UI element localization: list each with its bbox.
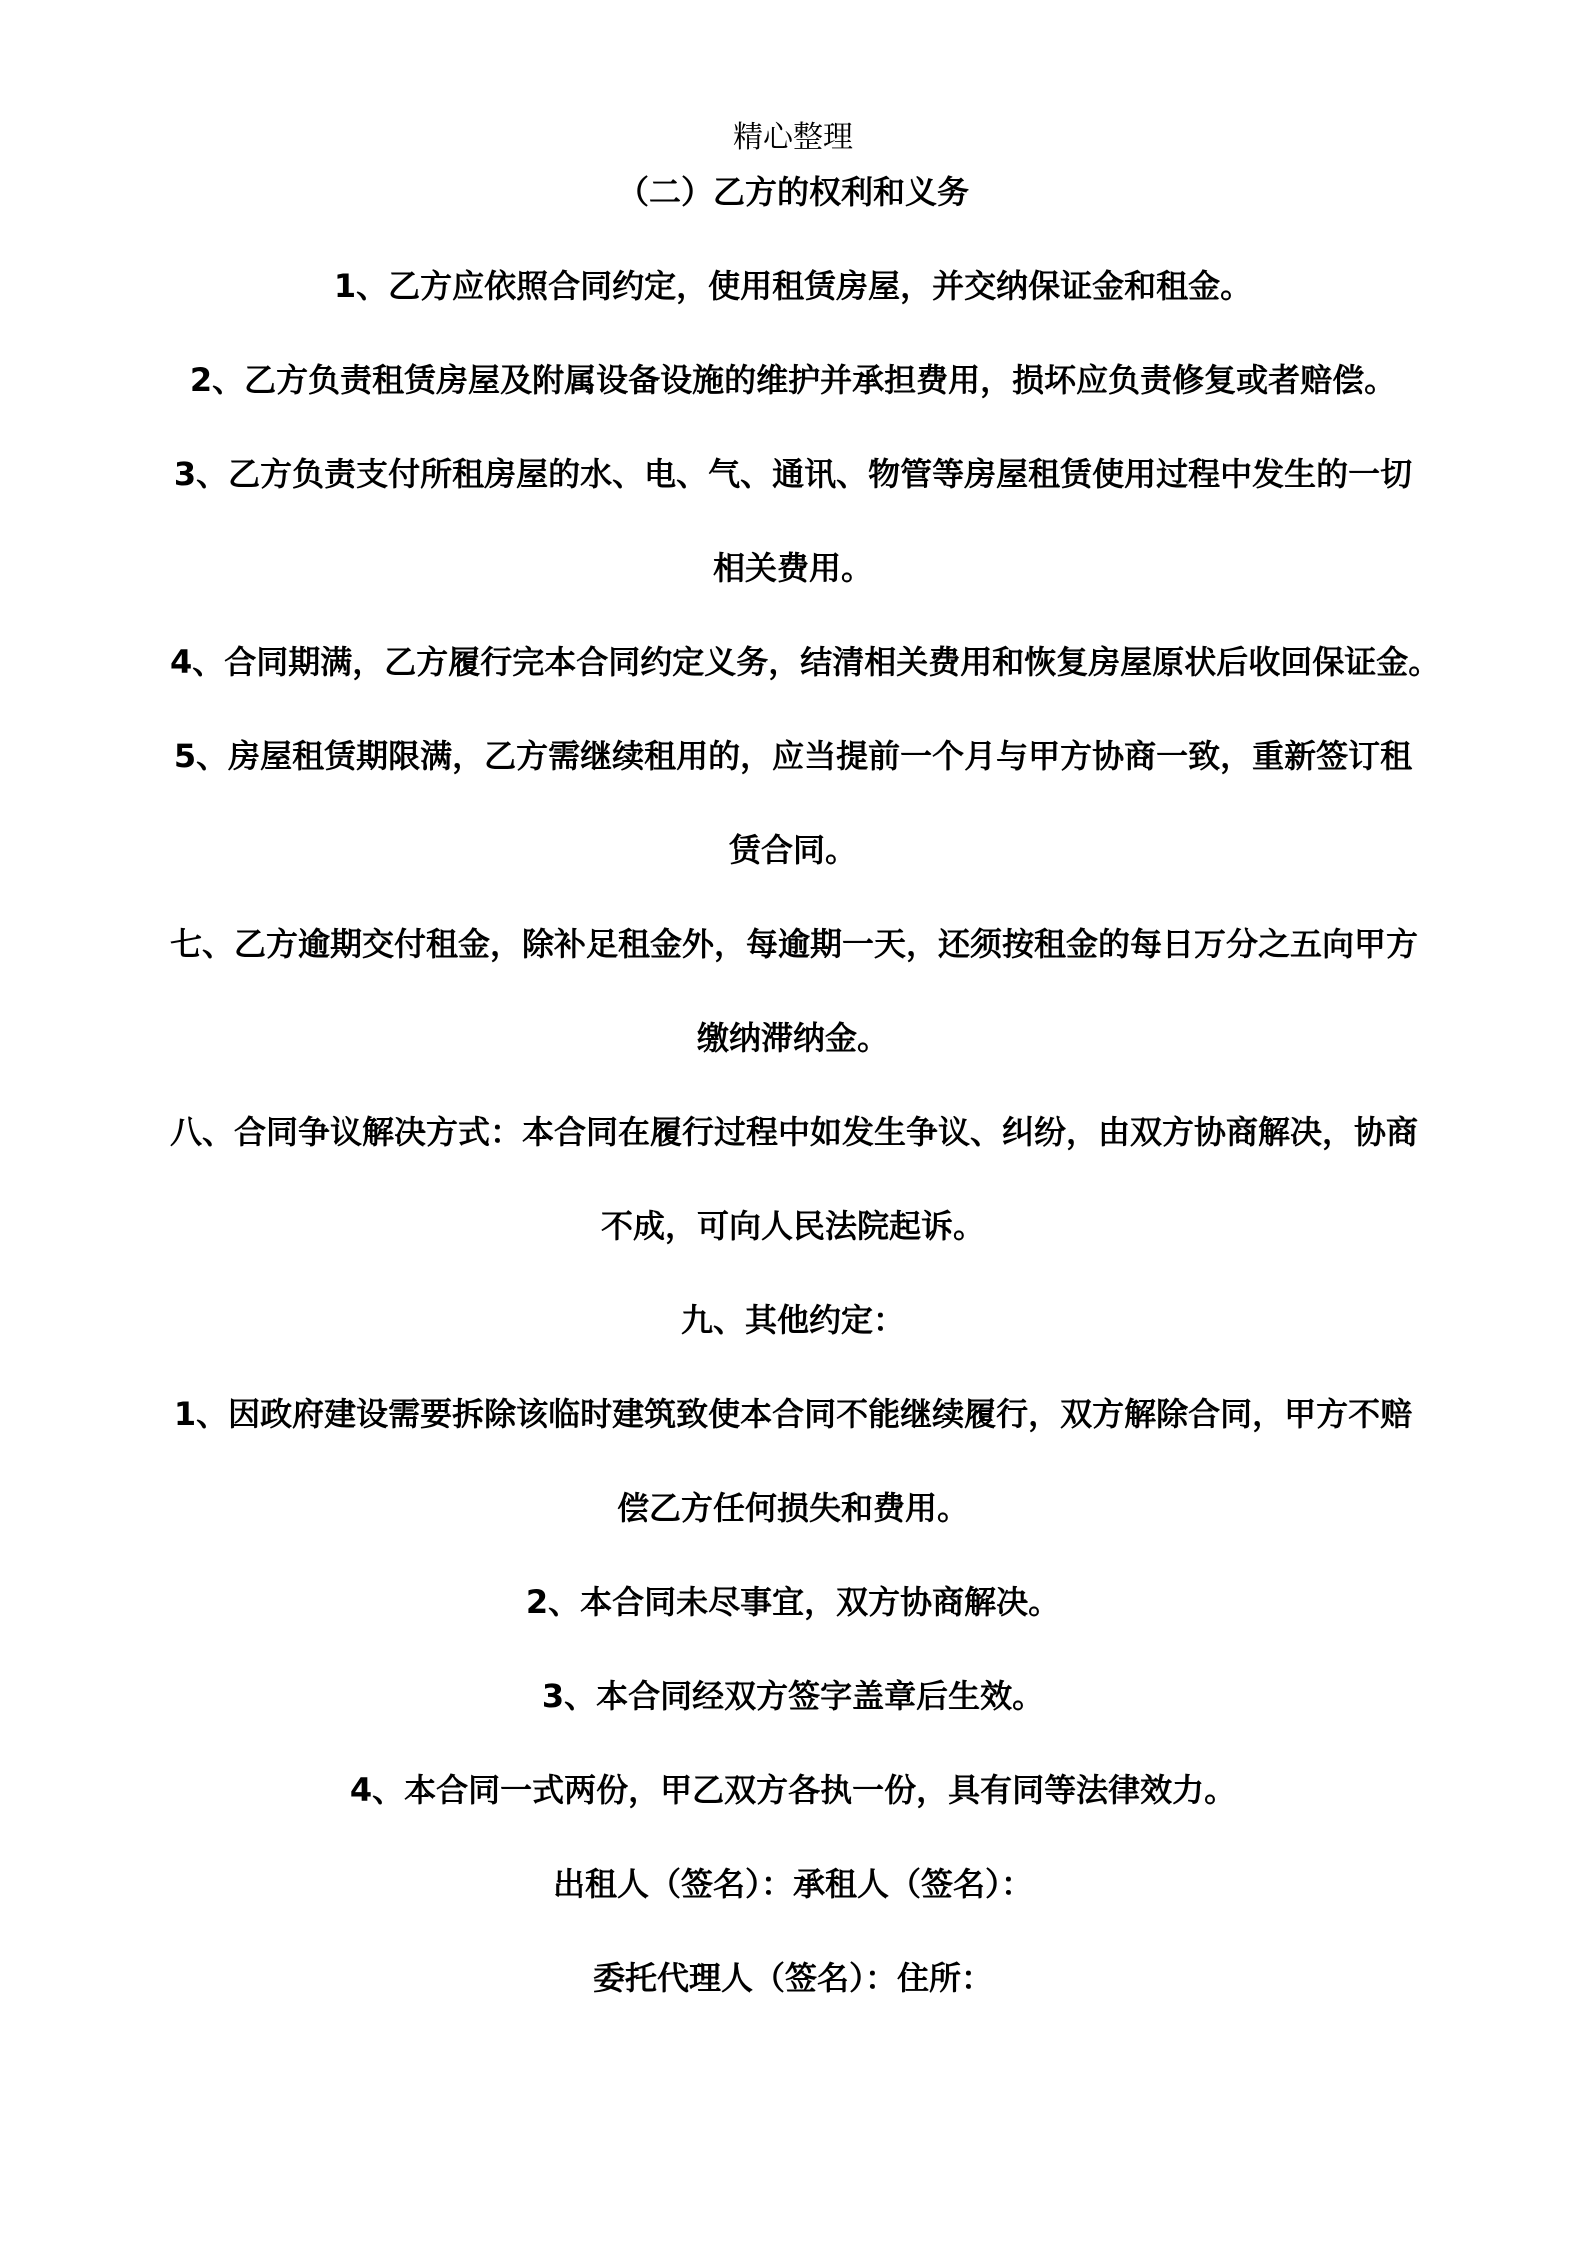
clause-line: 相关费用。 [712, 549, 873, 587]
clause-line: 赁合同。 [728, 831, 857, 869]
clause-line: 七、乙方逾期交付租金，除补足租金外，每逾期一天，还须按租金的每日万分之五向甲方 [170, 925, 1419, 963]
header-note: 精心整理 [733, 120, 853, 155]
clause-line: 3、乙方负责支付所租房屋的水、电、气、通讯、物管等房屋租赁使用过程中发生的一切 [173, 455, 1413, 493]
signature-line-agent: 委托代理人（签名）：住所： [592, 1959, 993, 1997]
clause-line: 偿乙方任何损失和费用。 [616, 1489, 969, 1527]
clause-line: 八、合同争议解决方式：本合同在履行过程中如发生争议、纠纷，由双方协商解决，协商 [170, 1113, 1419, 1151]
clause-line: 4、本合同一式两份，甲乙双方各执一份，具有同等法律效力。 [349, 1771, 1237, 1809]
clause-line: 1、乙方应依照合同约定，使用租赁房屋，并交纳保证金和租金。 [333, 267, 1253, 305]
clause-line: 3、本合同经双方签字盖章后生效。 [541, 1677, 1045, 1715]
section-heading-other: 九、其他约定： [680, 1301, 905, 1339]
clause-line: 4、合同期满，乙方履行完本合同约定义务，结清相关费用和恢复房屋原状后收回保证金。 [170, 643, 1441, 681]
clause-line: 不成，可向人民法院起诉。 [600, 1207, 985, 1245]
clause-line: 1、因政府建设需要拆除该临时建筑致使本合同不能继续履行，双方解除合同，甲方不赔 [173, 1395, 1413, 1433]
clause-line: 2、本合同未尽事宜，双方协商解决。 [525, 1583, 1061, 1621]
section-title: （二）乙方的权利和义务 [616, 173, 969, 211]
clause-line: 5、房屋租赁期限满，乙方需继续租用的，应当提前一个月与甲方协商一致，重新签订租 [173, 737, 1413, 775]
signature-line-lessor: 出租人（签名）：承租人（签名）： [552, 1865, 1033, 1903]
clause-line: 2、乙方负责租赁房屋及附属设备设施的维护并承担费用，损坏应负责修复或者赔偿。 [189, 361, 1397, 399]
clause-line: 缴纳滞纳金。 [696, 1019, 889, 1057]
